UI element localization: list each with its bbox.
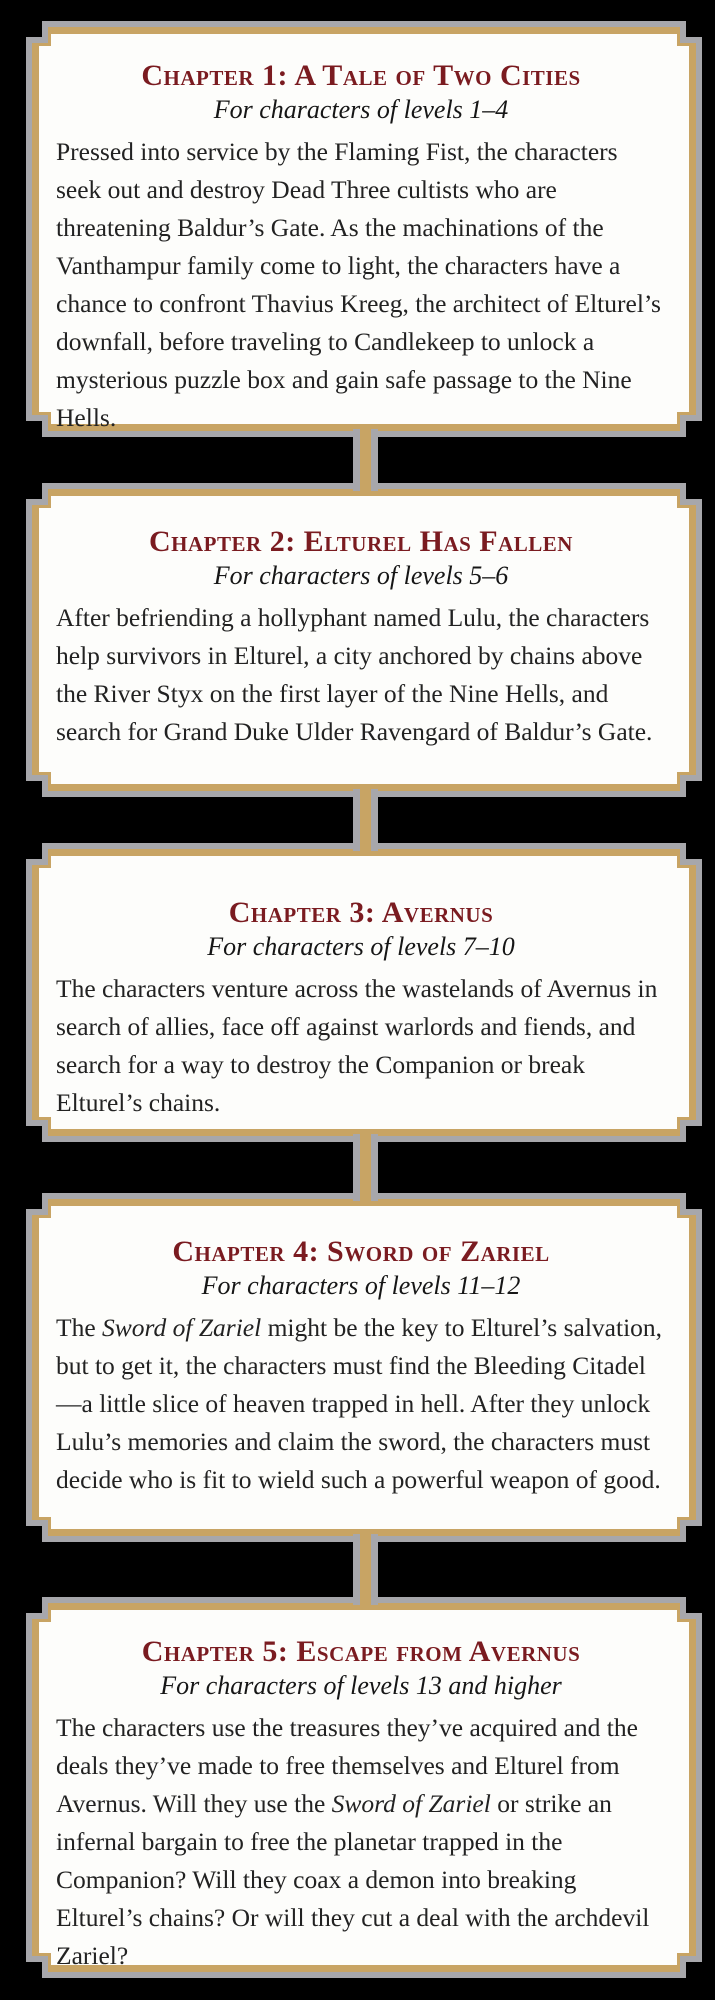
connector-line [353,429,378,491]
chapter-1-panel [32,27,696,431]
panel-body: The characters use the treasures they’ve acquired and the deals they’ve made to free themselves and Elturel from Avernus. Will they use the Sword of Zariel or strike an infernal bargain to free the planetar trapped in the Companion? Will they coax a demon into breaking Elturel’s chains? Or will they cut a deal with the archdevil Zariel? [56,1713,650,1970]
panel-subtitle: For characters of levels 1–4 [213,95,509,124]
connector-bar [360,1134,371,1201]
panel-subtitle: For characters of levels 11–12 [201,1271,521,1300]
panel-title: Chapter 4: Sword of Zariel [172,1235,550,1268]
panel-title: Chapter 5: Escape from Avernus [141,1635,581,1668]
panel-title: Chapter 1: A Tale of Two Cities [141,59,581,92]
panel-subtitle: For characters of levels 5–6 [213,561,509,590]
panel-subtitle: For characters of levels 13 and higher [160,1671,562,1700]
panel-body: The Sword of Zariel might be the key to Elturel’s salvation, but to get it, the characters must find the Bleeding Citadel—a little slice of heaven trapped in hell. After they unlock Lulu’s memories and claim the sword, the characters must decide who is fit to wield such a powerful weapon of good. [56,1313,663,1494]
chapter-3-panel [32,849,696,1136]
panel-subtitle: For characters of levels 7–10 [207,932,515,961]
connector-bar [360,789,371,851]
connector-line [353,1134,378,1201]
panel-body: Pressed into service by the Flaming Fist, the characters seek out and destroy Dead Three cultists who are threatening Baldur’s Gate. As the machinations of the Vanthampur family come to light, the characters have a chance to confront Thavius Kreeg, the architect of Elturel’s downfall, before traveling to Candlekeep to unlock a mysterious puzzle box and gain safe passage to the Nine Hells. [56,137,661,432]
chapter-2-panel [32,489,696,791]
connector-line [353,1534,378,1605]
panel-title: Chapter 2: Elturel Has Fallen [149,525,573,558]
connector-bar [360,429,371,491]
panel-title: Chapter 3: Avernus [228,896,494,929]
panel-body: The characters venture across the wastelands of Avernus in search of allies, face off against warlords and fiends, and search for a way to destroy the Companion or break Elturel’s chains. [56,974,658,1117]
connector-bar [360,1534,371,1605]
connector-line [353,789,378,851]
chapter-5-panel [32,1603,696,1972]
chapter-4-panel [32,1199,696,1536]
panel-body: After befriending a hollyphant named Lulu, the characters help survivors in Elturel, a city anchored by chains above the River Styx on the first layer of the Nine Hells, and search for Grand Duke Ulder Ravengard of Baldur’s Gate. [56,603,653,746]
